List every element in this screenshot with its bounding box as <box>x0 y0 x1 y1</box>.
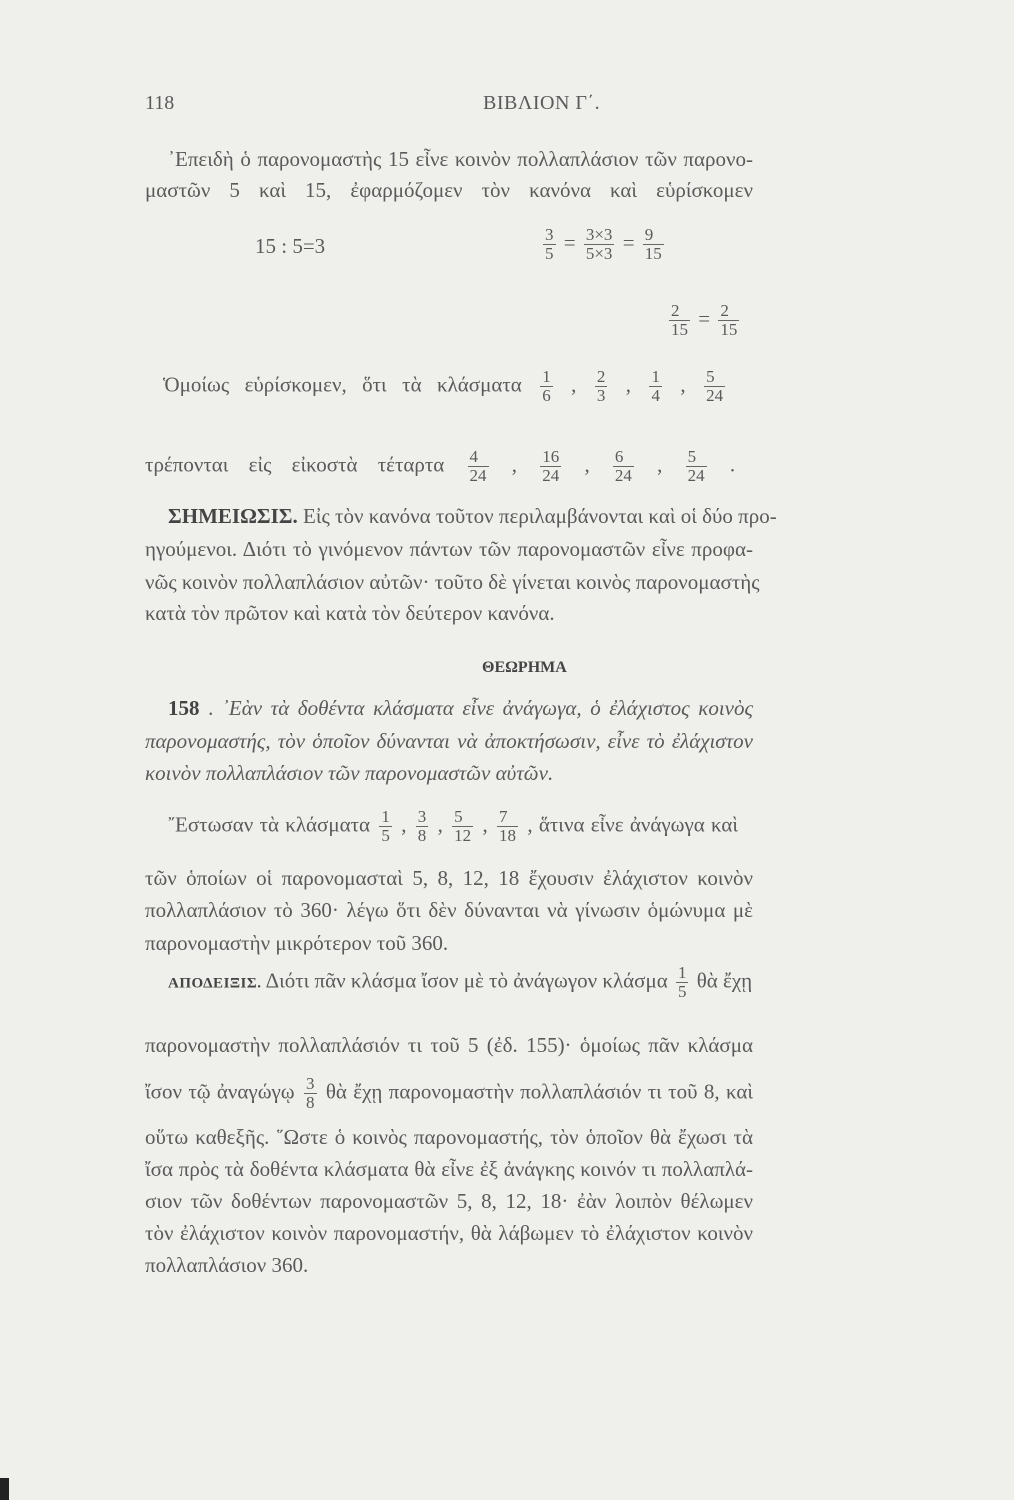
fraction <box>686 448 707 485</box>
italic-run: ᾿Εὰν τὰ δοθέντα κλάσματα εἶνε ἀνάγωγα, ὁ ἐλάχιστος κοινὸς <box>221 696 754 720</box>
italic-run: κοινὸν πολλαπλάσιον τῶν παρονομαστῶν αὐτῶν. <box>145 761 554 785</box>
fraction <box>704 368 725 405</box>
text-run: οὕτω καθεξῆς. ῞Ωστε ὁ κοινὸς παρονομαστής, τὸν ὁποῖον θὰ ἔχωσι τὰ <box>145 1125 753 1149</box>
fraction <box>543 226 556 263</box>
italic-run: παρονομαστής, τὸν ὁποῖον δύνανται νὰ ἀποκτήσωσιν, εἶνε τὸ ἐλάχιστον <box>145 729 753 753</box>
text-run: 15 : 5=3 <box>255 234 326 258</box>
text-run: , <box>625 372 632 397</box>
numerator: 1 <box>677 963 687 982</box>
note-line <box>145 536 753 562</box>
text-run: , <box>657 452 663 477</box>
text-run: τρέπονται εἰς εἰκοστὰ τέταρτα <box>145 452 445 477</box>
text-run: = <box>698 306 711 331</box>
theorem-line <box>168 695 753 721</box>
text-run: , <box>584 452 590 477</box>
numerator: 5 <box>706 367 715 386</box>
denominator: 6 <box>542 386 551 405</box>
scan-edge-mark <box>0 1478 9 1500</box>
text-run: , ἅτινα εἶνε ἀνάγωγα καὶ <box>527 812 739 837</box>
note-line <box>168 503 777 529</box>
numerator: 4 <box>469 447 479 466</box>
text-run: Διότι πᾶν κλάσμα ἴσον μὲ τὸ ἀνάγωγον κλάσμα <box>265 968 668 993</box>
text-run: ηγούμενοι. Διότι τὸ γινόμενον πάντων τῶν παρονομαστῶν εἶνε προφα- <box>145 537 753 561</box>
numerator: 3 <box>545 225 554 244</box>
text-run: ἴσον τῷ ἀναγώγῳ <box>145 1079 295 1104</box>
proof-line <box>145 1032 753 1058</box>
text-run: παρονομαστὴν μικρότερον τοῦ 360. <box>145 931 449 955</box>
numerator: 1 <box>542 367 551 386</box>
fraction <box>676 964 689 1001</box>
denominator: 24 <box>706 386 724 405</box>
text-run: , <box>511 452 517 477</box>
numerator: 6 <box>614 447 624 466</box>
denominator: 5 <box>545 244 554 263</box>
text-run: σιον τῶν δοθέντων παρονομαστῶν 5, 8, 12, 18· ἐὰν λοιπὸν θέλωμεν <box>145 1189 753 1213</box>
text-run: θὰ ἔχῃ <box>696 968 753 993</box>
text-run: νῶς κοινὸν πολλαπλάσιον αὐτῶν· τοῦτο δὲ γίνεται κοινὸς παρονομαστὴς <box>145 570 760 594</box>
fraction <box>595 368 608 405</box>
note-line <box>145 600 753 626</box>
section-label: ΑΠΟΔΕΙΞΙΣ. <box>168 975 262 992</box>
text-run: = <box>563 230 576 255</box>
denominator: 18 <box>499 826 516 845</box>
theorem-line <box>145 760 753 786</box>
denominator: 24 <box>469 466 487 485</box>
text-run: ᾿Επειδὴ ὁ παρονομαστὴς 15 εἶνε κοινὸν πολλαπλάσιον τῶν παρονο- <box>168 147 753 171</box>
text-run: κατὰ τὸν πρῶτον καὶ κατὰ τὸν δεύτερον κανόνα. <box>145 601 555 625</box>
text-run: ἴσα πρὸς τὰ δοθέντα κλάσματα θὰ εἶνε ἐξ ἀνάγκης κοινόν τι πολλαπλά- <box>145 1157 753 1181</box>
text-line <box>168 146 753 172</box>
proof-line <box>145 1075 753 1112</box>
fraction <box>584 226 615 263</box>
text-line <box>145 930 753 956</box>
numerator: 3×3 <box>585 225 613 244</box>
denominator: 5 <box>677 982 687 1001</box>
text-run: πολλαπλάσιον 360. <box>145 1253 309 1277</box>
numerator: 2 <box>720 301 729 320</box>
text-run: , <box>482 812 488 837</box>
fraction <box>468 448 489 485</box>
text-run: μαστῶν 5 καὶ 15, ἐφαρμόζομεν τὸν κανόνα καὶ εὑρίσκομεν <box>145 178 753 202</box>
denominator: 3 <box>596 386 606 405</box>
fraction <box>379 808 392 845</box>
text-run: τὸν ἐλάχιστον κοινὸν παρονομαστήν, θὰ λάβωμεν τὸ ἐλάχιστον κοινὸν <box>145 1221 753 1245</box>
text-run: . <box>729 452 736 477</box>
text-run: Ὁμοίως εὑρίσκομεν, ὅτι τὰ κλάσματα <box>163 372 522 397</box>
fraction <box>540 448 561 485</box>
denominator: 12 <box>454 826 472 845</box>
denominator: 8 <box>306 1093 315 1112</box>
text-run: τῶν ὁποίων οἱ παρονομασταὶ 5, 8, 12, 18 ἔχουσιν ἐλάχιστον κοινὸν <box>145 866 753 890</box>
fraction <box>718 302 739 339</box>
text-line <box>145 448 735 485</box>
text-run: . <box>208 696 222 720</box>
theorem-line <box>145 728 753 754</box>
proof-line <box>145 1220 753 1246</box>
math-line <box>255 233 375 259</box>
numerator: 2 <box>671 301 680 320</box>
text-run: παρονομαστὴν πολλαπλάσιόν τι τοῦ 5 (ἐδ. 155)· ὁμοίως πᾶν κλάσμα <box>145 1033 753 1057</box>
bold-run: ΣΗΜΕΙΩΣΙΣ. <box>168 504 298 528</box>
denominator: 15 <box>671 320 688 339</box>
fraction <box>497 808 518 845</box>
note-line <box>145 569 760 595</box>
proof-line <box>145 1188 753 1214</box>
denominator: 15 <box>644 244 662 263</box>
proof-line <box>145 1124 753 1150</box>
math-line <box>666 302 756 339</box>
numerator: 5 <box>687 447 697 466</box>
numerator: 3 <box>417 807 427 826</box>
fraction <box>669 302 690 339</box>
text-run: πολλαπλάσιον τὸ 360· λέγω ὅτι δὲν δύνανται νὰ γίνωσιν ὁμώνυμα μὲ <box>145 898 753 922</box>
text-run: θὰ ἔχῃ παρονομαστὴν πολλαπλάσιόν τι τοῦ 8, καὶ <box>325 1079 754 1104</box>
text-run: ῎Εστωσαν τὰ κλάσματα <box>168 812 371 837</box>
numerator: 1 <box>381 807 390 826</box>
fraction <box>643 226 664 263</box>
text-run: , <box>680 372 686 397</box>
numerator: 2 <box>596 367 606 386</box>
running-title: ΒΙΒΛΙΟΝ Γ΄. <box>483 92 601 114</box>
fraction <box>452 808 473 845</box>
math-line <box>540 226 740 263</box>
denominator: 24 <box>687 466 705 485</box>
text-line <box>145 177 753 203</box>
denominator: 15 <box>720 320 738 339</box>
text-run: , <box>437 812 443 837</box>
denominator: 24 <box>614 466 632 485</box>
numerator: 1 <box>651 367 660 386</box>
theorem-heading: ΘΕΩΡΗΜΑ <box>482 659 567 676</box>
proof-line <box>168 963 753 1001</box>
denominator: 24 <box>542 466 560 485</box>
numerator: 5 <box>454 807 463 826</box>
denominator: 8 <box>417 826 427 845</box>
fraction <box>613 448 634 485</box>
fraction <box>416 808 429 845</box>
text-line <box>163 368 728 405</box>
numerator: 3 <box>306 1074 315 1093</box>
denominator: 5 <box>381 826 390 845</box>
fraction <box>649 368 662 405</box>
numerator: 9 <box>644 225 654 244</box>
text-run: Εἰς τὸν κανόνα τοῦτον περιλαμβάνονται καὶ οἱ δύο προ- <box>303 504 777 528</box>
fraction <box>540 368 553 405</box>
page-number: 118 <box>145 92 175 114</box>
fraction <box>304 1075 317 1112</box>
text-line <box>168 808 738 845</box>
numerator: 7 <box>499 807 508 826</box>
text-line <box>145 865 753 891</box>
bold-run: 158 <box>168 696 200 720</box>
numerator: 16 <box>542 447 560 466</box>
proof-line <box>145 1252 753 1278</box>
text-run: , <box>401 812 407 837</box>
proof-line <box>145 1156 753 1182</box>
denominator: 5×3 <box>585 244 613 263</box>
text-run: , <box>571 372 577 397</box>
text-run: = <box>622 230 635 255</box>
denominator: 4 <box>651 386 660 405</box>
text-line <box>145 897 753 923</box>
